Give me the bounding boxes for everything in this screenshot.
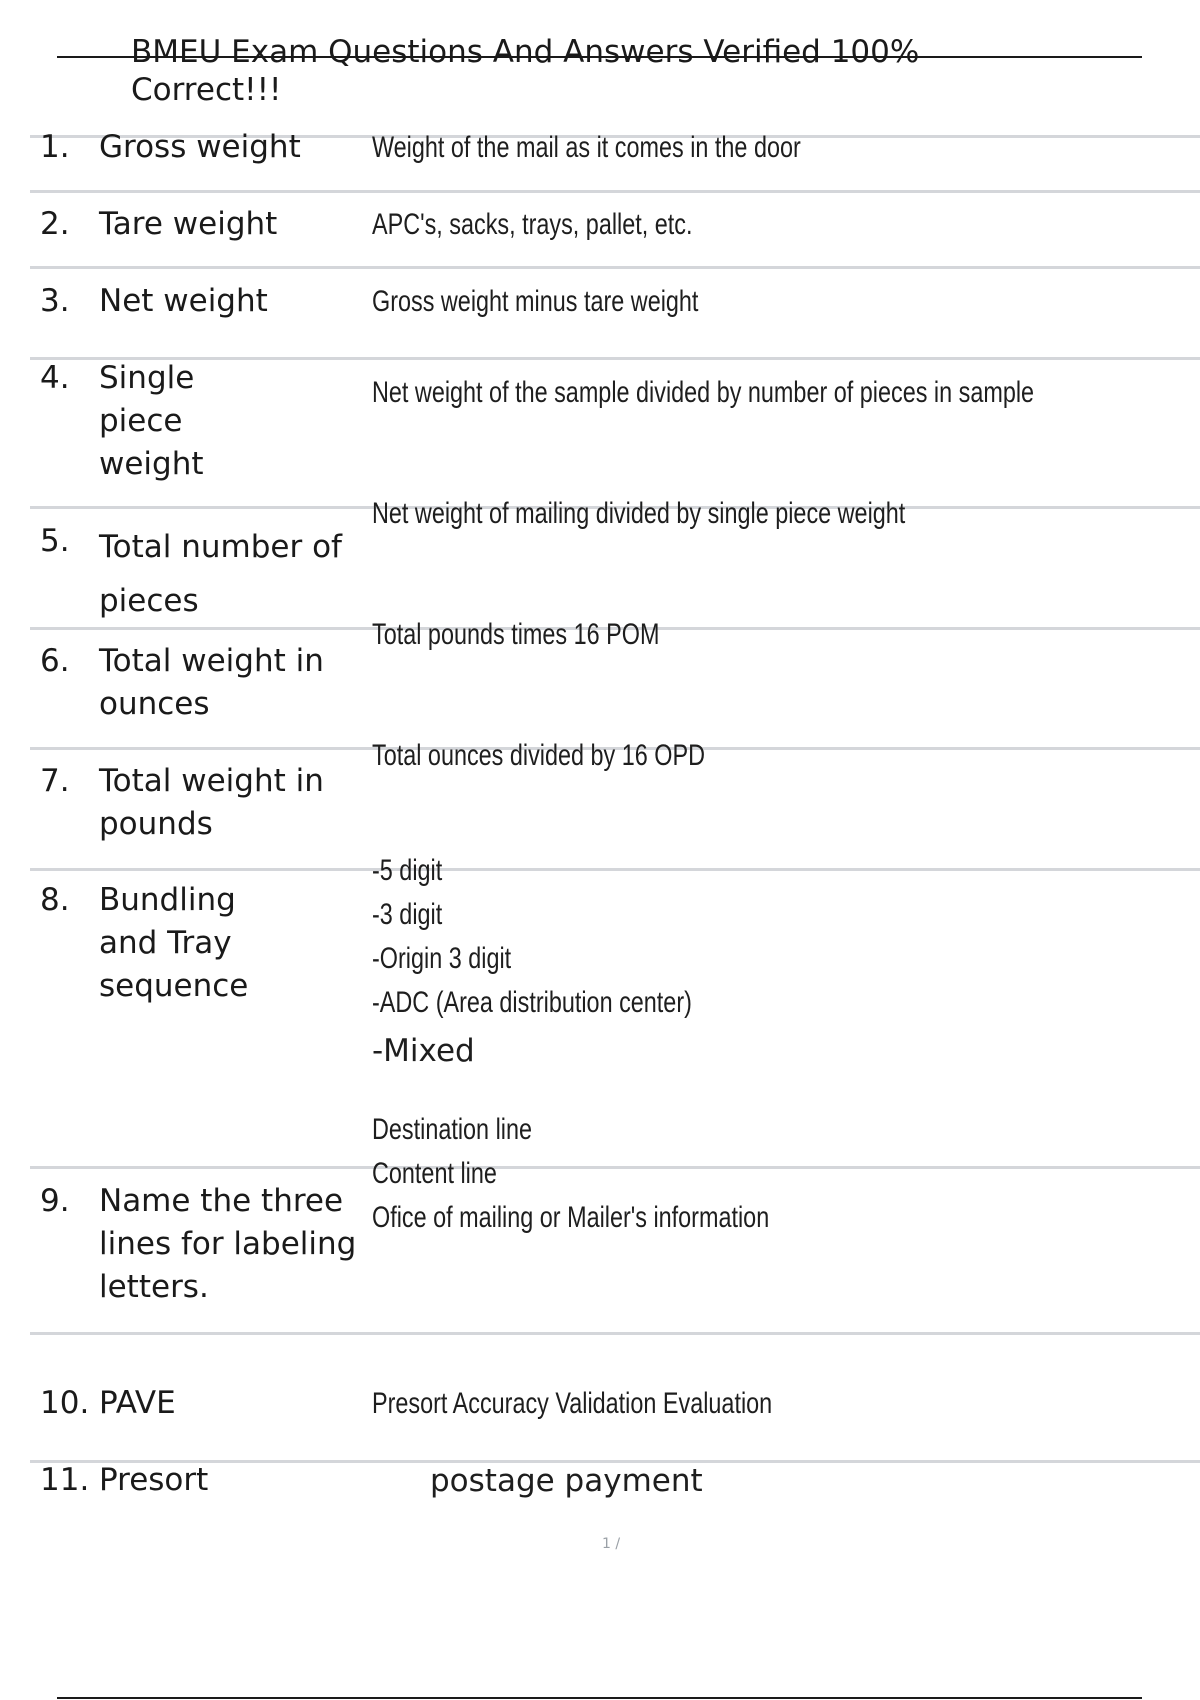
- answer-text: [372, 371, 1034, 415]
- question-number: 8.: [40, 882, 70, 918]
- answer-text: [372, 849, 692, 1025]
- question-number: 10.: [40, 1385, 90, 1421]
- question-number: 9.: [40, 1183, 70, 1219]
- question-text: Bundling and Tray sequence: [99, 882, 249, 1004]
- question-text: Tare weight: [99, 206, 278, 242]
- answer-text: [372, 203, 692, 247]
- answer-line: -Mixed: [372, 1033, 475, 1069]
- answer-line: Ofice of mailing or Mailer's information: [372, 1201, 770, 1234]
- question-number: 4.: [40, 360, 70, 396]
- question-text: Total weight in pounds: [99, 763, 324, 842]
- answer-text: [430, 1459, 703, 1503]
- answer-line: Content line: [372, 1157, 497, 1190]
- page-number: 1 /: [602, 1536, 621, 1552]
- answer-line: Destination line: [372, 1113, 532, 1146]
- question-number: 3.: [40, 283, 70, 319]
- question-text: Total number of pieces: [99, 529, 342, 619]
- question-text: PAVE: [99, 1385, 176, 1421]
- answer-line: Total pounds times 16 POM: [372, 618, 660, 651]
- question-text: Name the three lines for labeling letters.: [99, 1183, 357, 1305]
- answer-line: -3 digit: [372, 898, 443, 931]
- answer-text: [372, 734, 705, 778]
- answer-text: [372, 1382, 772, 1426]
- answer-line: Presort Accuracy Validation Evaluation: [372, 1387, 773, 1420]
- question-number: 7.: [40, 763, 70, 799]
- question-number: 1.: [40, 129, 70, 165]
- document-title: BMEU Exam Questions And Answers Verified 100% Correct!!!: [131, 34, 920, 108]
- question-text: Single piece weight: [99, 360, 204, 482]
- answer-line: Net weight of mailing divided by single piece weight: [372, 497, 906, 530]
- answer-line: -5 digit: [372, 854, 443, 887]
- question-text: Presort: [99, 1462, 209, 1498]
- question-text: Gross weight: [99, 129, 301, 165]
- answer-text: [372, 1029, 475, 1073]
- question-number: 2.: [40, 206, 70, 242]
- answer-line: Total ounces divided by 16 OPD: [372, 739, 705, 772]
- answer-text: [372, 613, 659, 657]
- row-divider: [30, 190, 1200, 193]
- question-number: 11.: [40, 1462, 90, 1498]
- answer-text: [372, 492, 905, 536]
- question-text: Total weight in ounces: [99, 643, 324, 722]
- row-divider: [30, 266, 1200, 269]
- answer-line: Net weight of the sample divided by number of pieces in sample: [372, 376, 1035, 409]
- answer-line: Gross weight minus tare weight: [372, 285, 699, 318]
- answer-line: Weight of the mail as it comes in the door: [372, 131, 801, 164]
- question-number: 6.: [40, 643, 70, 679]
- question-text: Net weight: [99, 283, 268, 319]
- answer-line: APC's, sacks, trays, pallet, etc.: [372, 208, 693, 241]
- answer-text: [372, 1108, 769, 1240]
- question-number: 5.: [40, 523, 70, 559]
- answer-line: -ADC (Area distribution center): [372, 986, 692, 1019]
- answer-line: -Origin 3 digit: [372, 942, 512, 975]
- answer-line: postage payment: [430, 1463, 703, 1499]
- answer-text: [372, 280, 698, 324]
- row-divider: [30, 1332, 1200, 1335]
- footer-rule: [57, 1697, 1142, 1699]
- answer-text: [372, 126, 801, 170]
